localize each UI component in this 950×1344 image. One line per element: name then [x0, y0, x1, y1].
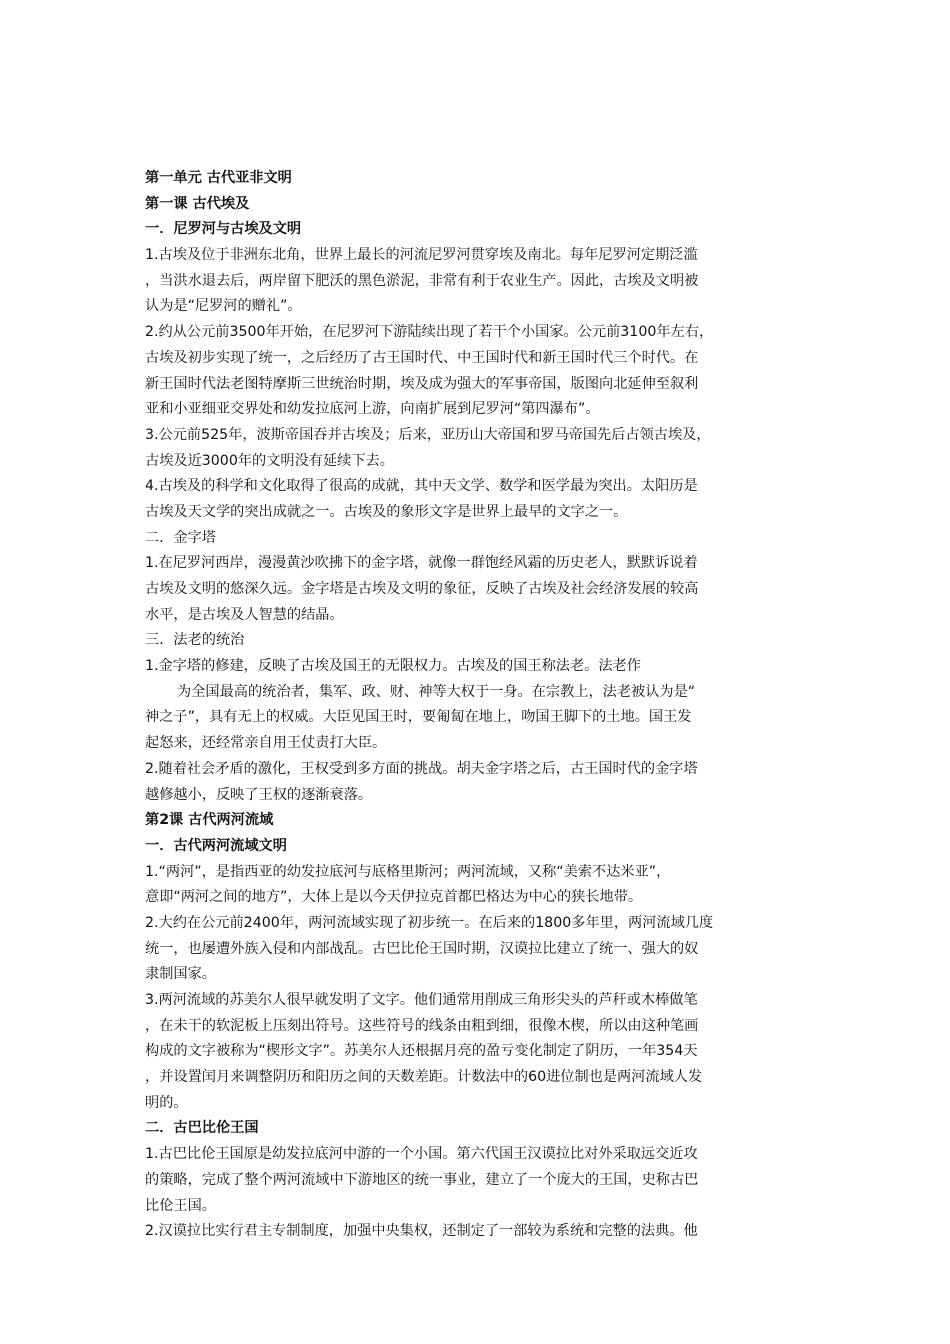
text-line: 意即“两河之间的地方”，大体上是以今天伊拉克首都巴格达为中心的狭长地带。 — [145, 889, 643, 906]
text-line: 二．金字塔 — [145, 529, 216, 546]
heading-line: 一．尼罗河与古埃及文明 — [145, 221, 302, 238]
text-line: 新王国时代法老图特摩斯三世统治时期，埃及成为强大的军事帝国，版图向北延伸至叙利 — [145, 375, 699, 392]
text-line: 2.汉谟拉比实行君主专制制度，加强中央集权，还制定了一部较为系统和完整的法典。他 — [145, 1223, 698, 1240]
text-line: 统一，也屡遭外族入侵和内部战乱。古巴比伦王国时期，汉谟拉比建立了统一、强大的奴 — [145, 940, 699, 957]
text-line: 1.在尼罗河西岸，漫漫黄沙吹拂下的金字塔，就像一群饱经风霜的历史老人，默默诉说着 — [145, 555, 698, 572]
text-line: 古埃及初步实现了统一，之后经历了古王国时代、中王国时代和新王国时代三个时代。在 — [145, 349, 699, 366]
text-line: 越修越小，反映了王权的逐渐衰落。 — [145, 786, 373, 803]
text-line: 三．法老的统治 — [145, 632, 245, 649]
text-line: 亚和小亚细亚交界处和幼发拉底河上游，向南扩展到尼罗河“第四瀑布”。 — [145, 401, 600, 418]
heading-line: 第一单元 古代亚非文明 — [145, 170, 292, 186]
text-line: 神之子”，具有无上的权威。大臣见国王时，要匍匐在地上，吻国王脚下的土地。国王发 — [145, 709, 692, 726]
text-line: 隶制国家。 — [145, 966, 216, 983]
text-line: 2.约从公元前3500年开始，在尼罗河下游陆续出现了若干个小国家。公元前3100年左右， — [145, 324, 714, 341]
text-line: ，并设置闰月来调整阴历和阳历之间的天数差距。计数法中的60进位制也是两河流域人发 — [145, 1069, 703, 1086]
text-line: 1.古巴比伦王国原是幼发拉底河中游的一个小国。第六代国王汉谟拉比对外采取远交近攻 — [145, 1146, 698, 1163]
text-line: 2.大约在公元前2400年，两河流域实现了初步统一。在后来的1800多年里，两河流域几度 — [145, 914, 714, 931]
text-line: 水平，是古埃及人智慧的结晶。 — [145, 606, 344, 623]
text-line: 1.“两河”，是指西亚的幼发拉底河与底格里斯河；两河流域，又称“美索不达米亚”， — [145, 863, 671, 880]
document-body — [145, 166, 805, 1245]
text-line: 的策略，完成了整个两河流域中下游地区的统一事业，建立了一个庞大的王国，史称古巴 — [145, 1171, 699, 1188]
text-line: 古埃及文明的悠深久远。金字塔是古埃及文明的象征，反映了古埃及社会经济发展的较高 — [145, 581, 699, 597]
text-line: 为全国最高的统治者，集军、政、财、神等大权于一身。在宗教上，法老被认为是“ — [177, 683, 696, 700]
text-line: 认为是“尼罗河的赠礼”。 — [145, 298, 302, 315]
text-line: 4.古埃及的科学和文化取得了很高的成就，其中天文学、数学和医学最为突出。太阳历是 — [145, 478, 698, 495]
text-line: 3.公元前525年，波斯帝国吞并古埃及；后来，亚历山大帝国和罗马帝国先后占领古埃及， — [145, 426, 711, 443]
text-line: 2.随着社会矛盾的激化，王权受到多方面的挑战。胡夫金字塔之后，古王国时代的金字塔 — [145, 760, 698, 777]
heading-line: 第一课 古代埃及 — [145, 195, 250, 212]
text-line: 起怒来，还经常亲自用王仗责打大臣。 — [145, 735, 387, 752]
text-line: 明的。 — [145, 1094, 188, 1111]
text-line: 古埃及近3000年的文明没有延续下去。 — [145, 452, 394, 469]
heading-line: 第2课 古代两河流域 — [145, 812, 274, 829]
text-line: 古埃及天文学的突出成就之一。古埃及的象形文字是世界上最早的文字之一。 — [145, 503, 628, 520]
heading-line: 二．古巴比伦王国 — [145, 1120, 259, 1137]
text-line: ，在未干的软泥板上压刻出符号。这些符号的线条由粗到细，很像木楔，所以由这种笔画 — [145, 1017, 699, 1034]
text-line: 3.两河流域的苏美尔人很早就发明了文字。他们通常用削成三角形尖头的芦秆或木棒做笔 — [145, 992, 698, 1008]
text-line: 比伦王国。 — [145, 1197, 216, 1214]
text-line: ，当洪水退去后，两岸留下肥沃的黑色淤泥，非常有利于农业生产。因此，古埃及文明被 — [145, 272, 699, 289]
text-line: 1.古埃及位于非洲东北角，世界上最长的河流尼罗河贯穿埃及南北。每年尼罗河定期泛滥 — [145, 247, 698, 264]
text-line: 1.金字塔的修建，反映了古埃及国王的无限权力。古埃及的国王称法老。法老作 — [145, 658, 641, 675]
text-line: 构成的文字被称为“楔形文字”。苏美尔人还根据月亮的盈亏变化制定了阴历，一年354天 — [145, 1043, 698, 1060]
heading-line: 一．古代两河流域文明 — [145, 837, 287, 854]
